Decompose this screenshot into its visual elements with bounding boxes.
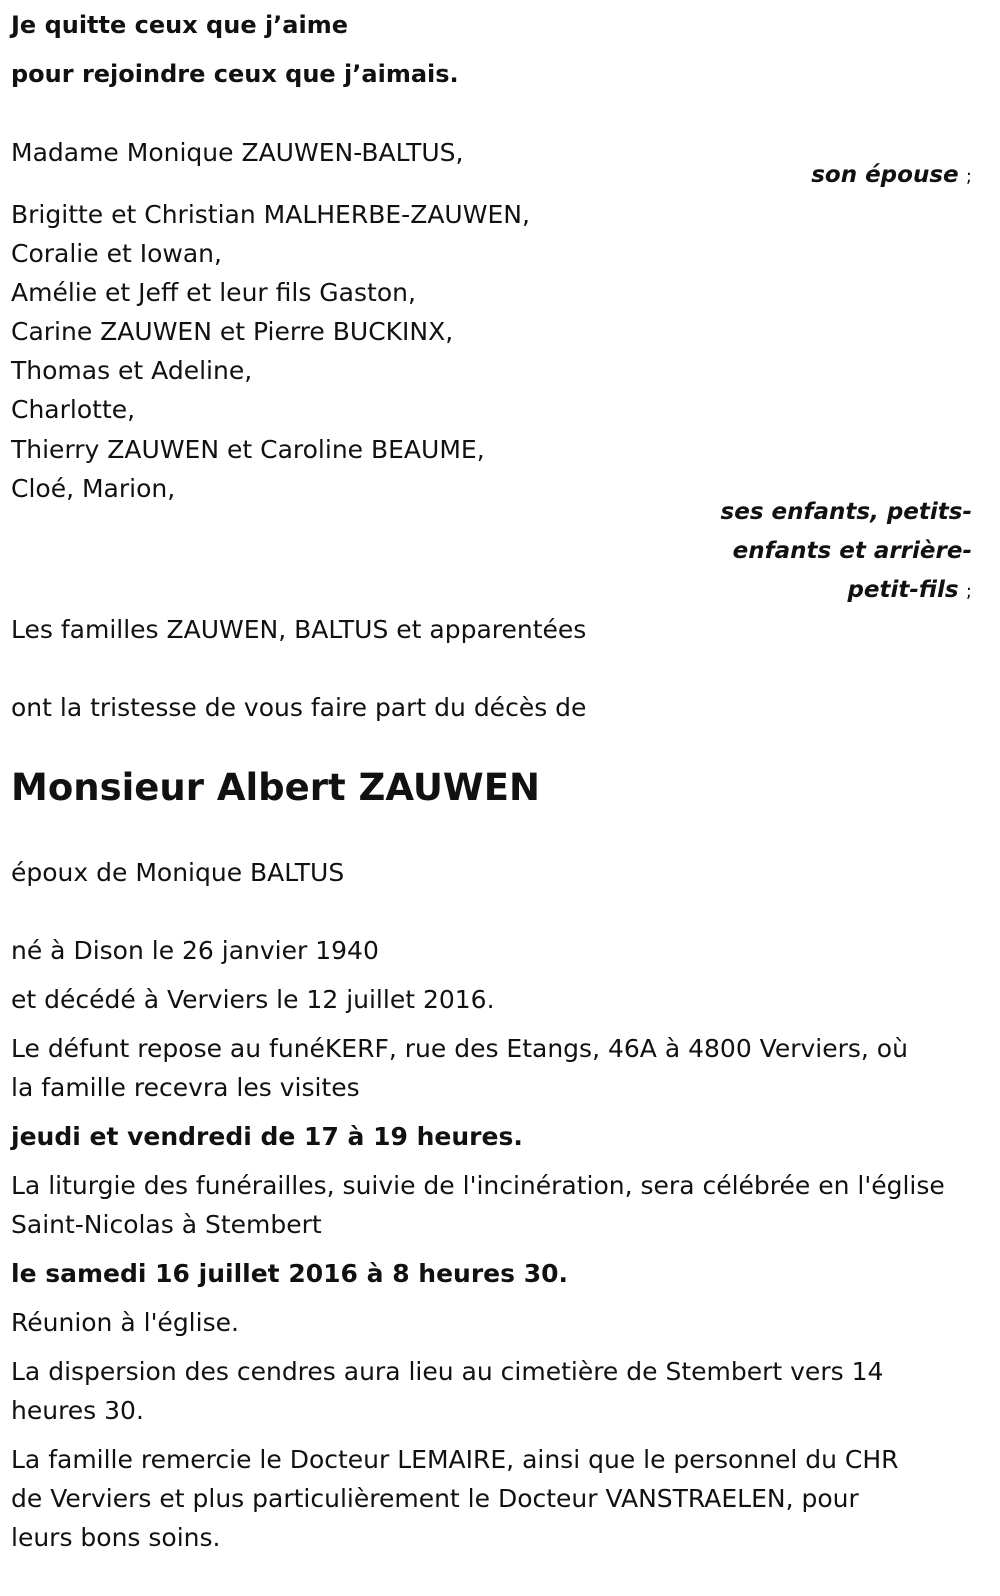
spouse-role-label: son épouse <box>811 162 959 188</box>
liturgy-line-2: Saint-Nicolas à Stembert <box>11 1210 322 1239</box>
birth-line: né à Dison le 26 janvier 1940 <box>11 936 379 965</box>
child-line: Brigitte et Christian MALHERBE-ZAUWEN, <box>11 200 530 229</box>
thanks-line-2: de Verviers et plus particulièrement le Docteur VANSTRAELEN, pour <box>11 1484 859 1513</box>
ashes-line-2: heures 30. <box>11 1396 144 1425</box>
epigraph-line-2: pour rejoindre ceux que j’aimais. <box>11 60 459 88</box>
families-line: Les familles ZAUWEN, BALTUS et apparentées <box>11 615 587 644</box>
epigraph-line-1: Je quitte ceux que j’aime <box>11 11 349 39</box>
children-role-line-3: petit-fils ; <box>847 577 972 603</box>
meeting-line: Réunion à l'église. <box>11 1308 239 1337</box>
death-line: et décédé à Verviers le 12 juillet 2016. <box>11 985 495 1014</box>
child-line: Coralie et Iowan, <box>11 239 222 268</box>
children-role-line-1: ses enfants, petits- <box>720 499 972 525</box>
spouse-role <box>811 156 972 196</box>
spouse-of-line: époux de Monique BALTUS <box>11 858 345 887</box>
deceased-name: Monsieur Albert ZAUWEN <box>11 766 540 809</box>
child-line: Charlotte, <box>11 395 136 424</box>
ashes-line-1: La dispersion des cendres aura lieu au cimetière de Stembert vers 14 <box>11 1357 884 1386</box>
child-line: Carine ZAUWEN et Pierre BUCKINX, <box>11 317 454 346</box>
repose-line-2: la famille recevra les visites <box>11 1073 360 1102</box>
spouse-name: Madame Monique ZAUWEN-BALTUS, <box>11 138 464 167</box>
visits-line: jeudi et vendredi de 17 à 19 heures. <box>11 1122 523 1151</box>
liturgy-line-1: La liturgie des funérailles, suivie de l'incinération, sera célébrée en l'église <box>11 1171 945 1200</box>
children-role-semicolon: ; <box>965 581 972 602</box>
child-line: Thomas et Adeline, <box>11 356 253 385</box>
announcement-line: ont la tristesse de vous faire part du décès de <box>11 693 587 722</box>
repose-line-1: Le défunt repose au funéKERF, rue des Etangs, 46A à 4800 Verviers, où <box>11 1034 908 1063</box>
spouse-role-semicolon: ; <box>965 166 972 187</box>
thanks-line-3: leurs bons soins. <box>11 1523 221 1552</box>
child-line: Amélie et Jeff et leur fils Gaston, <box>11 278 416 307</box>
thanks-line-1: La famille remercie le Docteur LEMAIRE, ainsi que le personnel du CHR <box>11 1445 899 1474</box>
funeral-date-line: le samedi 16 juillet 2016 à 8 heures 30. <box>11 1259 568 1288</box>
child-line: Cloé, Marion, <box>11 474 176 503</box>
children-role-line-2: enfants et arrière- <box>732 538 972 564</box>
child-line: Thierry ZAUWEN et Caroline BEAUME, <box>11 435 485 464</box>
